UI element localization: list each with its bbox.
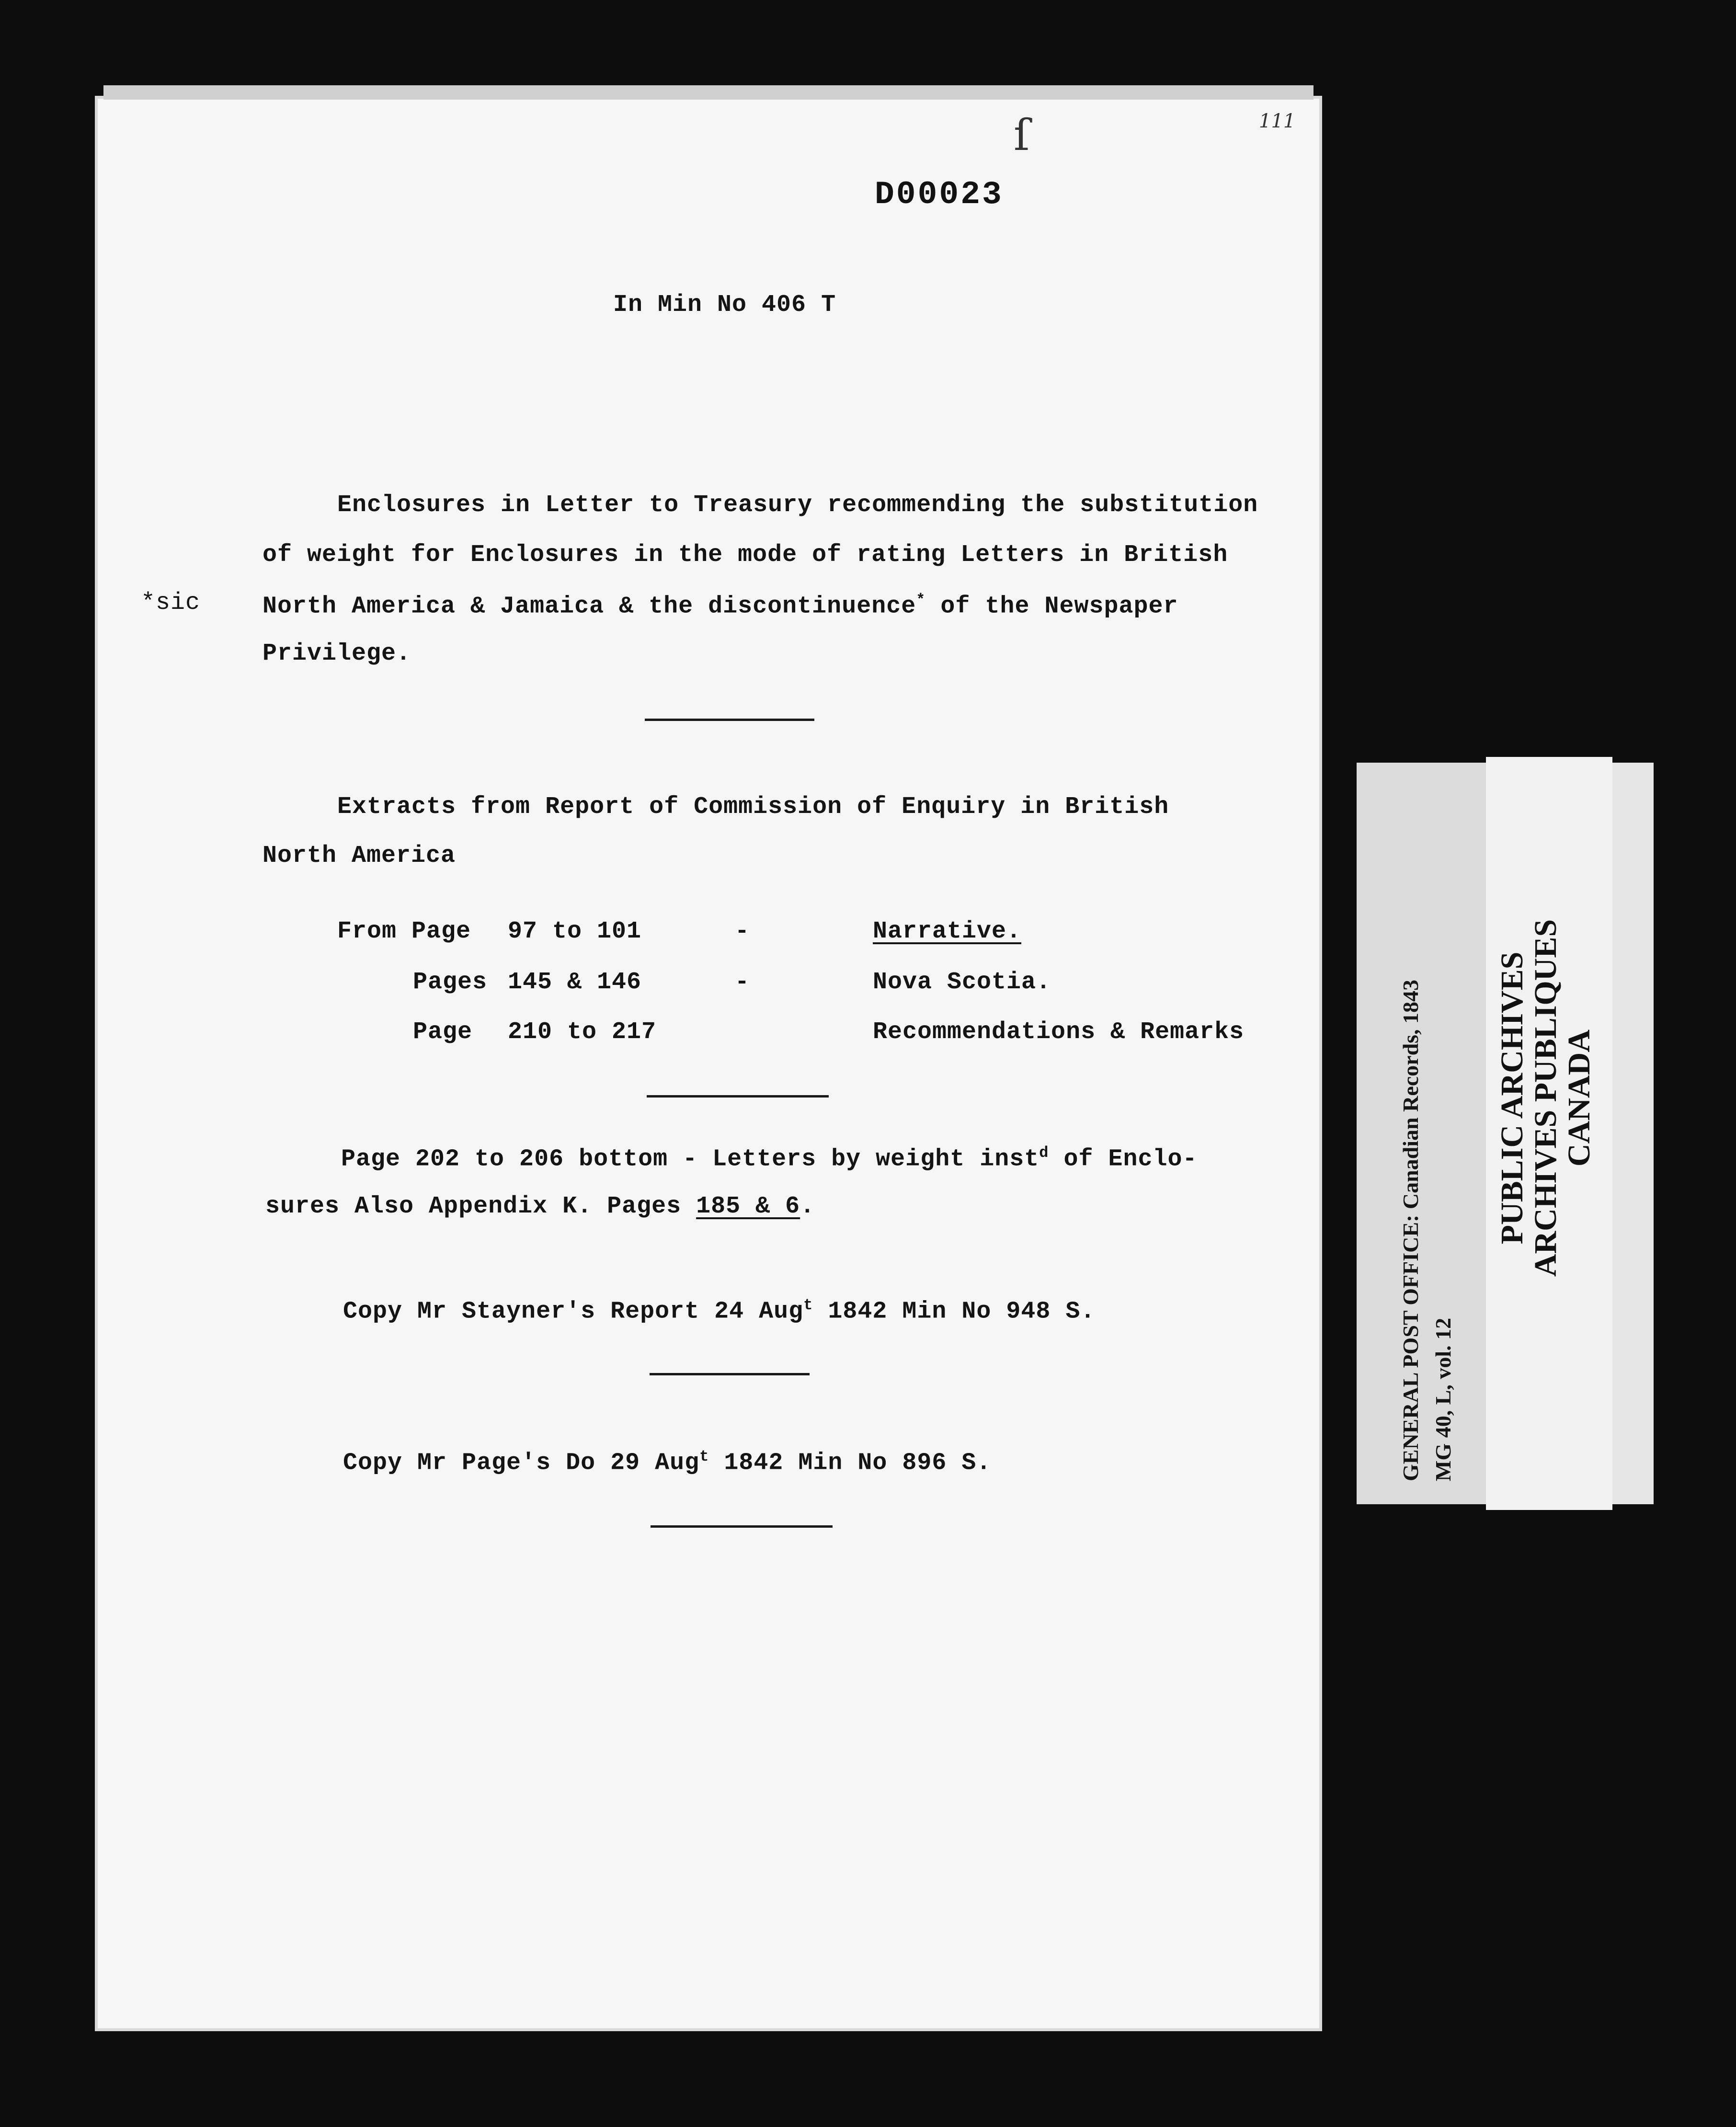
enclosures-line-3-text: North America & Jamaica & the discontinuence [263,593,916,620]
slip-edge [1612,763,1654,1504]
page-list-dash-1: - [735,918,750,945]
page-list-subject-2: Nova Scotia. [873,969,1051,996]
enclosures-line-4: Privilege. [263,640,411,667]
appendix-pages: 185 & 6 [696,1193,800,1220]
enclosures-line-3-end: of the Newspaper [925,593,1178,620]
page-list-subject-3: Recommendations & Remarks [873,1018,1245,1046]
separator-rule-1 [645,719,814,721]
page-list-label-1: From Page [337,918,471,945]
page-report-text: Copy Mr Page's Do 29 Aug [343,1449,700,1477]
appendix-text: sures Also Appendix K. Pages [265,1193,697,1220]
stamp-line-2: ARCHIVES PUBLIQUES [1528,919,1563,1277]
stamp-line-1: PUBLIC ARCHIVES [1495,951,1530,1245]
enclosures-line-3 [263,591,1178,620]
separator-rule-3 [650,1373,810,1375]
appendix-period: . [800,1193,815,1220]
page-report-superscript: t [699,1448,709,1465]
sic-asterisk: * [916,591,926,609]
corner-folio-mark: 111 [1259,110,1296,132]
archive-record-line-1: GENERAL POST OFFICE: Canadian Records, 1843 [1398,979,1423,1481]
page-202-line-1 [341,1144,1198,1173]
enclosures-line-2: of weight for Enclosures in the mode of rating Letters in British [263,541,1228,569]
stayner-superscript: t [803,1296,813,1314]
page-list-label-3: Page [413,1018,473,1046]
stayner-text-end: 1842 Min No 948 S. [813,1298,1096,1326]
page-list-range-3: 210 to 217 [508,1018,657,1046]
page-list-label-2: Pages [413,969,488,996]
page-202-line-2 [265,1193,815,1220]
margin-note-sic: *sic [141,589,201,617]
page-list-range-2: 145 & 146 [508,969,642,996]
extracts-line-1: Extracts from Report of Commission of Enquiry in British [337,793,1169,821]
stayner-text: Copy Mr Stayner's Report 24 Aug [343,1298,804,1326]
extracts-line-2: North America [263,842,456,869]
separator-rule-4 [651,1525,833,1528]
minute-heading: In Min No 406 T [613,291,836,319]
separator-rule-2 [647,1095,829,1098]
stamp-line-3: CANADA [1562,1029,1597,1166]
page-202-superscript: d [1039,1144,1049,1162]
archive-stamp [1496,858,1596,1338]
archive-record-line-2: MG 40, L, vol. 12 [1431,1317,1455,1481]
document-reference-number: D00023 [875,176,1004,213]
page-list-range-1: 97 to 101 [508,918,642,945]
page-list-subject-1: Narrative. [873,918,1022,945]
page-202-text: Page 202 to 206 bottom - Letters by weight inst [341,1145,1039,1173]
document-page [95,96,1322,2031]
stayner-report-line [343,1296,1095,1326]
page-report-text-end: 1842 Min No 896 S. [709,1449,992,1477]
pencil-mark: ſ [1014,110,1030,160]
enclosures-line-1: Enclosures in Letter to Treasury recommending the substitution [337,492,1258,519]
page-202-text-end: of Enclo- [1049,1145,1198,1173]
page-report-line [343,1448,991,1477]
archive-slip [1357,763,1654,1504]
page-list-dash-2: - [735,969,750,996]
